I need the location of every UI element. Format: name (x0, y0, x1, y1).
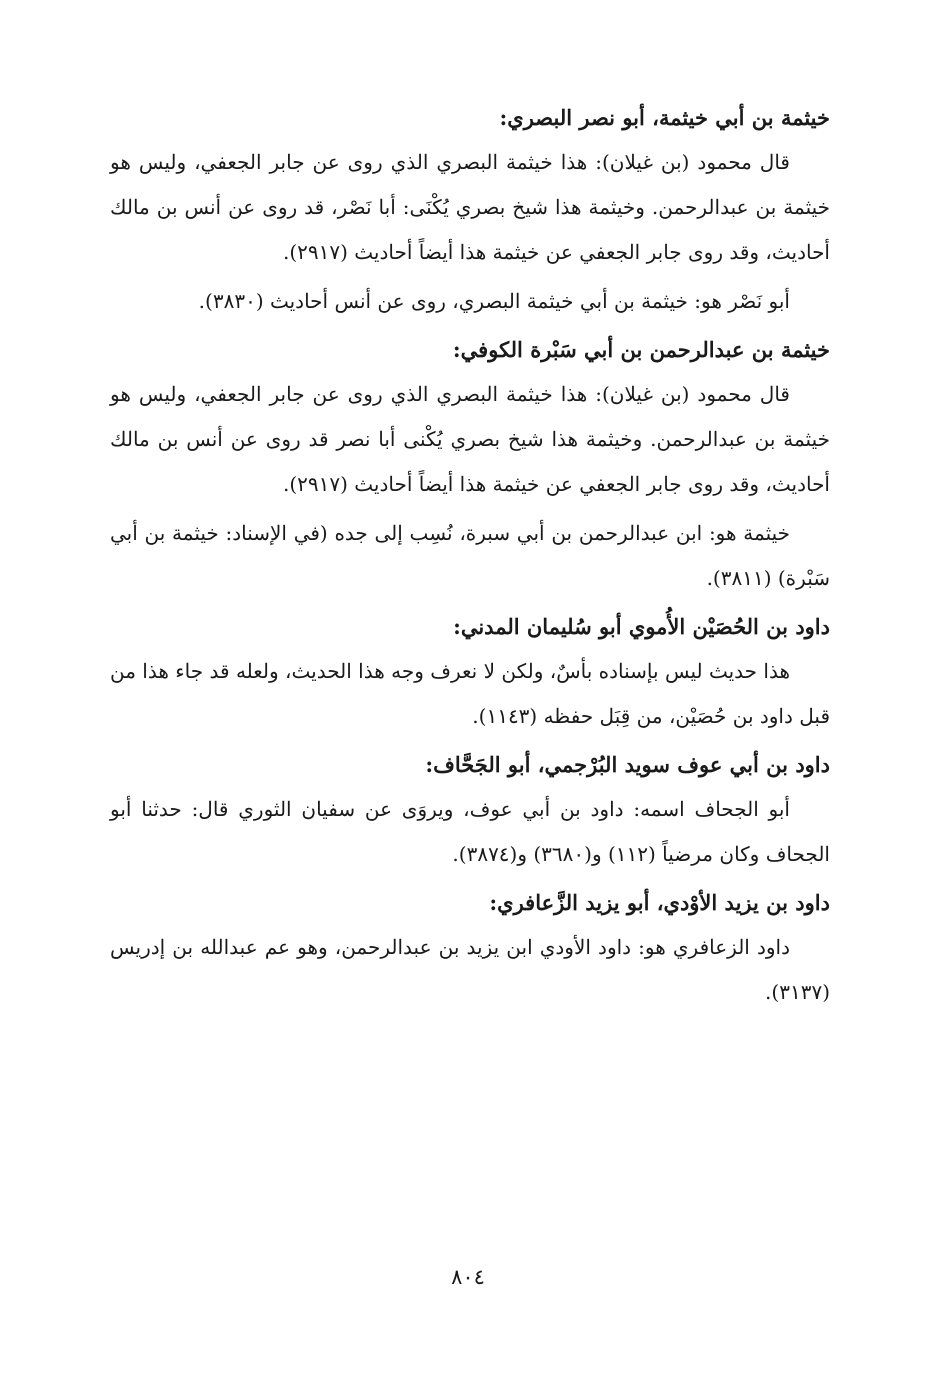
page-number: ٨٠٤ (451, 1265, 485, 1289)
entry-heading: خيثمة بن عبدالرحمن بن أبي سَبْرة الكوفي: (452, 337, 830, 362)
entry-paragraph: خيثمة هو: ابن عبدالرحمن بن أبي سبرة، نُسِب إلى جده (في الإسناد: خيثمة بن أبي سَبْرة) (٣٨١١). (110, 521, 830, 590)
entry-paragraph: قال محمود (بن غيلان): هذا خيثمة البصري الذي روى عن جابر الجعفي، وليس هو خيثمة بن عبدالرحمن. وخيثمة هذا شيخ بصري يُكْنَى: أبا نَصْر، قد روى عن أنس بن مالك أحاديث، وقد روى جابر الجعفي عن خيثمة هذا أيضاً أحاديث (٢٩١٧). (110, 150, 830, 264)
entry-heading: خيثمة بن أبي خيثمة، أبو نصر البصري: (499, 105, 830, 130)
entry-paragraph: داود الزعافري هو: داود الأودي ابن يزيد بن عبدالرحمن، وهو عم عبدالله بن إدريس (٣١٣٧). (110, 935, 830, 1004)
entry-paragraph: أبو الجحاف اسمه: داود بن أبي عوف، ويروَى عن سفيان الثوري قال: حدثنا أبو الجحاف وكان مرضياً (١١٢) و(٣٦٨٠) و(٣٨٧٤). (110, 797, 830, 866)
page-body (110, 92, 830, 1019)
entry-khaythama-ibn-abdulrahman (110, 330, 830, 601)
entry-khaythama-ibn-abi-khaythama (110, 98, 830, 324)
entry-paragraph: أبو نَصْر هو: خيثمة بن أبي خيثمة البصري، روى عن أنس أحاديث (٣٨٣٠). (198, 289, 790, 313)
entry-dawud-ibn-al-husayn (110, 607, 830, 739)
entry-heading: داود بن يزيد الأوْدي، أبو يزيد الزَّعافري: (489, 890, 830, 915)
entry-paragraph: قال محمود (بن غيلان): هذا خيثمة البصري الذي روى عن جابر الجعفي، وليس هو خيثمة بن عبدالرحمن. وخيثمة هذا شيخ بصري يُكْنى أبا نصر قد روى عن أنس بن مالك أحاديث، وقد روى جابر الجعفي عن خيثمة هذا أيضاً أحاديث (٢٩١٧). (110, 382, 830, 496)
entry-paragraph: هذا حديث ليس بإسناده بأسٌ، ولكن لا نعرف وجه هذا الحديث، ولعله قد جاء هذا من قبل داود بن حُصَيْن، من قِبَل حفظه (١١٤٣). (110, 659, 830, 728)
entry-dawud-ibn-abi-awf (110, 745, 830, 877)
entry-heading: داود بن الحُصَيْن الأُموي أبو سُليمان المدني: (453, 614, 830, 639)
entry-heading: داود بن أبي عوف سويد البُرْجمي، أبو الجَحَّاف: (425, 752, 830, 777)
entry-dawud-ibn-yazid (110, 883, 830, 1015)
